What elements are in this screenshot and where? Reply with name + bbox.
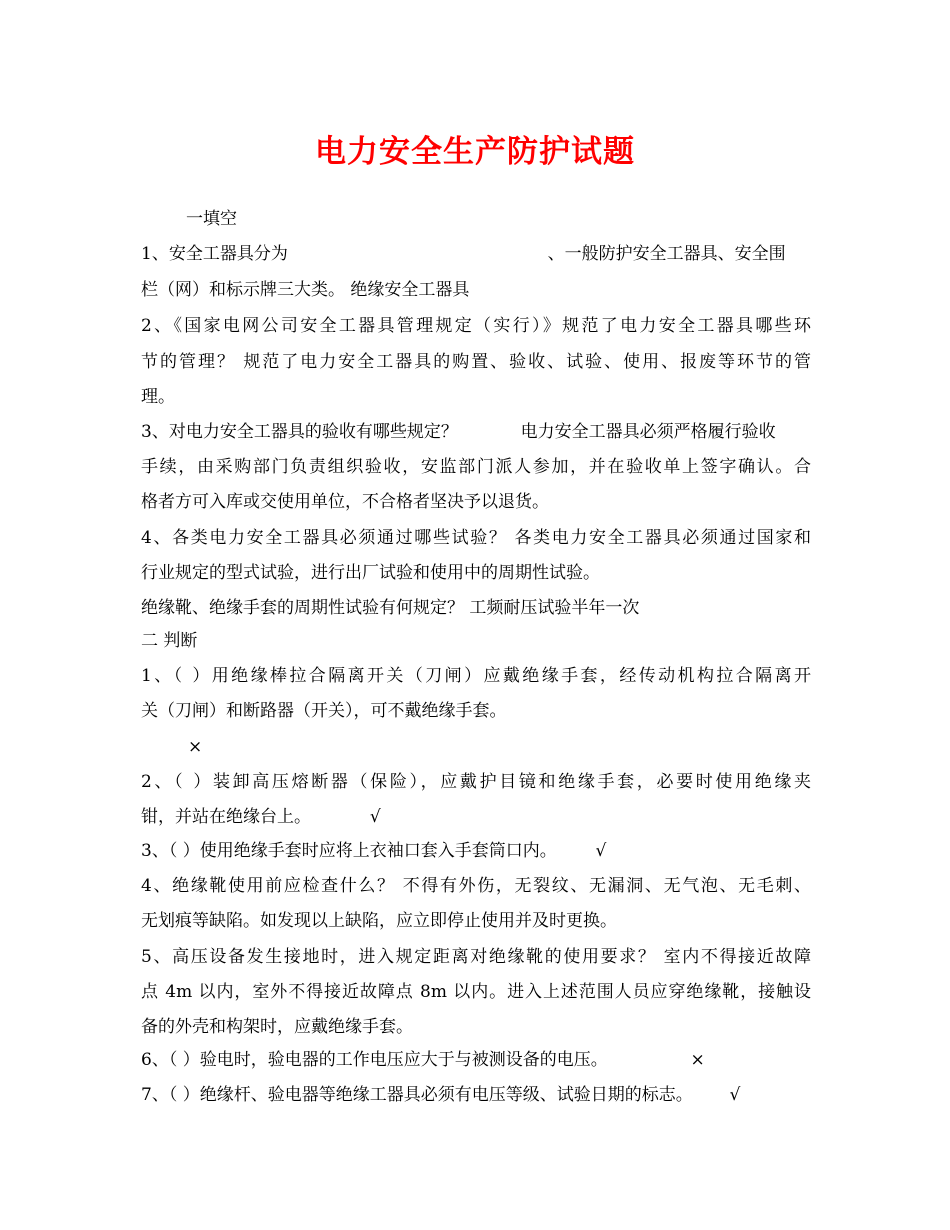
question-text: 4、绝缘靴使用前应检查什么？ 不得有外伤，无裂纹、无漏洞、无气泡、无毛刺、: [141, 876, 811, 896]
judgement-1-answer: [188, 736, 858, 758]
section-heading-text: 一填空: [186, 209, 237, 229]
question-5-line-3: [141, 1016, 811, 1038]
answer-text: 备的外壳和构架时，应戴绝缘手套。: [141, 1017, 413, 1037]
question-5-line-2: [141, 981, 811, 1003]
question-text: 7、（ ）绝缘杆、验电器等绝缘工器具必须有电压等级、试验日期的标志。: [141, 1085, 693, 1105]
answer-text: 无划痕等缺陷。如发现以上缺陷，应立即停止使用并及时更换。: [141, 911, 617, 931]
question-3-line-1: [141, 421, 811, 443]
question-text: 1、安全工器具分为: [141, 244, 288, 264]
judgement-1-line-1: [141, 665, 811, 687]
question-5-line-1: [141, 946, 811, 968]
answer-text: 电力安全工器具必须严格履行验收: [520, 422, 776, 442]
question-1-line-1: [141, 243, 811, 265]
judgement-6-line: [141, 1049, 811, 1071]
question-text: 关（刀闸）和断路器（开关），可不戴绝缘手套。: [141, 701, 507, 721]
question-3-line-3: [141, 491, 811, 513]
answer-text: 手续，由采购部门负责组织验收，安监部门派人参加，并在验收单上签字确认。合: [141, 457, 811, 477]
question-boots-line-1: [141, 875, 811, 897]
question-text: 3、（ ）使用绝缘手套时应将上衣袖口套入手套筒口内。: [141, 841, 557, 861]
question-text: 4、各类电力安全工器具必须通过哪些试验？ 各类电力安全工器具必须通过国家和: [141, 528, 811, 548]
question-3-line-2: [141, 456, 811, 478]
question-4-line-1: [141, 527, 811, 549]
question-text-continued: 、一般防护安全工器具、安全围: [547, 244, 786, 264]
section-heading-judgement: [141, 630, 811, 652]
question-boots-line-2: [141, 910, 811, 932]
question-text: 栏（网）和标示牌三大类。 绝缘安全工器具: [141, 280, 470, 300]
question-text: 5、高压设备发生接地时，进入规定距离对绝缘靴的使用要求？ 室内不得接近故障: [141, 947, 811, 967]
page-title: 电力安全生产防护试题: [315, 134, 635, 170]
answer-text: 理。: [141, 387, 175, 407]
question-1-line-2: [141, 279, 811, 301]
section-heading-fill-blank: [186, 208, 856, 230]
answer-text: 格者方可入库或交使用单位，不合格者坚决予以退货。: [141, 492, 549, 512]
judgement-2-line-2: [141, 806, 811, 828]
question-text: 3、对电力安全工器具的验收有哪些规定？: [141, 422, 458, 442]
question-text: 2、《国家电网公司安全工器具管理规定（实行）》规范了电力安全工器具哪些环: [141, 316, 811, 336]
question-text: 绝缘靴、绝缘手套的周期性试验有何规定？ 工频耐压试验半年一次: [141, 598, 640, 618]
judgement-3-line: [141, 840, 811, 862]
question-text: 6、（ ）验电时，验电器的工作电压应大于与被测设备的电压。: [141, 1050, 608, 1070]
answer-text: 行业规定的型式试验，进行出厂试验和使用中的周期性试验。: [141, 563, 600, 583]
question-text: 2、（ ）装卸高压熔断器（保险），应戴护目镜和绝缘手套，必要时使用绝缘夹: [141, 772, 811, 792]
question-text: 1、（ ）用绝缘棒拉合隔离开关（刀闸）应戴绝缘手套，经传动机构拉合隔离开: [141, 666, 811, 686]
question-text: 钳，并站在绝缘台上。: [141, 807, 311, 827]
question-2-line-2: [141, 351, 811, 373]
answer-mark: √: [729, 1085, 741, 1105]
judgement-7-line: [141, 1084, 811, 1106]
answer-mark: ×: [188, 737, 203, 757]
question-2-line-3: [141, 386, 811, 408]
question-2-line-1: [141, 315, 811, 337]
section-heading-text: 二 判断: [141, 631, 198, 651]
answer-mark: √: [369, 807, 381, 827]
question-4-line-2: [141, 562, 811, 584]
judgement-1-line-2: [141, 700, 811, 722]
answer-text: 节的管理？ 规范了电力安全工器具的购置、验收、试验、使用、报废等环节的管: [141, 352, 811, 372]
answer-text: 点 4m 以内，室外不得接近故障点 8m 以内。进入上述范围人员应穿绝缘靴，接触设: [141, 982, 811, 1002]
judgement-2-line-1: [141, 771, 811, 793]
answer-mark: √: [595, 841, 607, 861]
answer-mark: ×: [690, 1050, 705, 1070]
question-4b-line: [141, 597, 811, 619]
